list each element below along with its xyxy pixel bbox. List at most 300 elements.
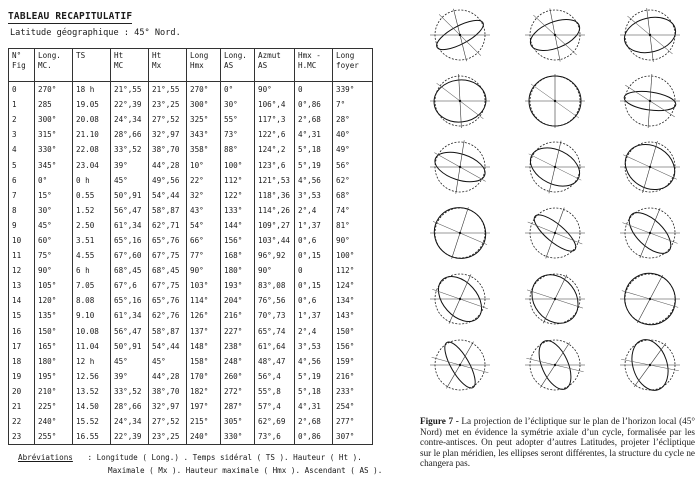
table-cell: 168° [221, 248, 255, 263]
table-cell: 210° [35, 384, 73, 399]
table-cell: 4°,31 [295, 399, 333, 414]
table-cell: 33°,52 [111, 142, 149, 157]
ellipse-projection-figure [420, 72, 500, 138]
table-cell: 68° [333, 188, 373, 203]
table-cell: 21°,55 [149, 82, 187, 98]
table-cell: 103°,44 [255, 233, 295, 248]
table-cell: 60° [35, 233, 73, 248]
table-cell: 112° [221, 173, 255, 188]
table-cell: 272° [221, 384, 255, 399]
table-cell: 305° [221, 414, 255, 429]
table-cell: 9.10 [73, 308, 111, 323]
table-cell: 5°,18 [295, 142, 333, 157]
table-cell: 16 [9, 324, 35, 339]
table-cell: 11 [9, 248, 35, 263]
table-cell: 118°,36 [255, 188, 295, 203]
table-cell: 148° [187, 339, 221, 354]
table-cell: 4.55 [73, 248, 111, 263]
table-cell: 0° [35, 173, 73, 188]
table-cell: 143° [333, 308, 373, 323]
table-cell: 4 [9, 142, 35, 157]
table-cell: 65°,16 [111, 293, 149, 308]
table-cell: 204° [221, 293, 255, 308]
table-row [9, 308, 373, 323]
table-cell: 8.08 [73, 293, 111, 308]
table-cell: 33°,52 [111, 384, 149, 399]
recap-table-panel [8, 4, 383, 483]
ecliptic-ellipse-drawing [610, 138, 690, 196]
table-cell: 44°,28 [149, 369, 187, 384]
ellipse-figures-grid [420, 4, 695, 404]
table-cell: 150° [35, 324, 73, 339]
table-row [9, 218, 373, 233]
table-cell: 287° [221, 399, 255, 414]
table-cell: 135° [35, 308, 73, 323]
table-cell: 23.04 [73, 157, 111, 172]
table-cell: 62°,71 [149, 218, 187, 233]
table-cell: 70°,73 [255, 308, 295, 323]
table-cell: 6 h [73, 263, 111, 278]
table-cell: 88° [221, 142, 255, 157]
table-cell: 39° [111, 157, 149, 172]
table-cell: 182° [187, 384, 221, 399]
table-cell: 180° [221, 263, 255, 278]
table-cell: 1 [9, 97, 35, 112]
table-cell: 19 [9, 369, 35, 384]
ecliptic-ellipse-drawing [610, 336, 690, 394]
table-cell: 0°,6 [295, 233, 333, 248]
table-cell: 48°,47 [255, 354, 295, 369]
table-cell: 76°,56 [255, 293, 295, 308]
table-cell: 56°,47 [111, 203, 149, 218]
ecliptic-ellipse-drawing [515, 270, 595, 328]
table-cell: 15° [35, 188, 73, 203]
table-cell: 23 [9, 429, 35, 445]
column-header: Long Hmx [187, 49, 221, 82]
ecliptic-ellipse-drawing [610, 270, 690, 328]
table-cell: 55° [221, 112, 255, 127]
ecliptic-ellipse-drawing [515, 6, 595, 64]
latitude-line: Latitude géographique : 45° Nord. [10, 28, 181, 38]
table-cell: 248° [221, 354, 255, 369]
table-cell: 28° [333, 112, 373, 127]
table-row [9, 112, 373, 127]
table-row [9, 324, 373, 339]
table-cell: 2.50 [73, 218, 111, 233]
table-cell: 65°,74 [255, 324, 295, 339]
table-cell: 330° [221, 429, 255, 445]
table-cell: 122° [221, 188, 255, 203]
ecliptic-ellipse-drawing [610, 204, 690, 262]
table-cell: 3°,53 [295, 188, 333, 203]
table-cell: 225° [35, 399, 73, 414]
table-body [9, 82, 373, 445]
ellipse-projection-figure [420, 270, 500, 336]
table-cell: 58°,87 [149, 324, 187, 339]
ecliptic-ellipse-drawing [515, 138, 595, 196]
table-cell: 20.08 [73, 112, 111, 127]
table-cell: 22 [9, 414, 35, 429]
table-cell: 238° [221, 339, 255, 354]
table-cell: 49° [333, 142, 373, 157]
table-cell: 117°,3 [255, 112, 295, 127]
table-header-row [9, 49, 373, 82]
table-cell: 103° [187, 278, 221, 293]
table-cell: 2 [9, 112, 35, 127]
table-cell: 90° [255, 263, 295, 278]
table-row [9, 399, 373, 414]
ecliptic-ellipse-drawing [610, 6, 690, 64]
table-cell: 32°,97 [149, 127, 187, 142]
table-cell: 21 [9, 399, 35, 414]
table-cell: 2°,4 [295, 203, 333, 218]
table-cell: 30° [221, 97, 255, 112]
table-cell: 133° [221, 203, 255, 218]
caption-label: Figure 7 - [420, 416, 459, 426]
table-cell: 315° [35, 127, 73, 142]
table-cell: 123°,6 [255, 157, 295, 172]
table-cell: 358° [187, 142, 221, 157]
ecliptic-ellipse-drawing [420, 270, 500, 328]
table-cell: 45° [149, 354, 187, 369]
table-cell: 32°,97 [149, 399, 187, 414]
table-cell: 27°,52 [149, 112, 187, 127]
table-cell: 3.51 [73, 233, 111, 248]
table-cell: 67°,75 [149, 248, 187, 263]
table-cell: 23°,25 [149, 97, 187, 112]
table-cell: 134° [333, 293, 373, 308]
table-cell: 43° [187, 203, 221, 218]
ecliptic-ellipse-drawing [420, 336, 500, 394]
table-cell: 156° [221, 233, 255, 248]
table-cell: 114° [187, 293, 221, 308]
table-cell: 68°,45 [149, 263, 187, 278]
table-cell: 56° [333, 157, 373, 172]
table-cell: 0.55 [73, 188, 111, 203]
recap-table [8, 48, 373, 445]
table-cell: 61°,64 [255, 339, 295, 354]
table-row [9, 248, 373, 263]
ecliptic-ellipse-drawing [515, 336, 595, 394]
table-cell: 255° [35, 429, 73, 445]
ellipse-projection-figure [515, 270, 595, 336]
table-cell: 66° [187, 233, 221, 248]
table-cell: 240° [35, 414, 73, 429]
table-cell: 67°,75 [149, 278, 187, 293]
table-cell: 90° [187, 263, 221, 278]
table-cell: 1°,37 [295, 218, 333, 233]
table-cell: 300° [187, 97, 221, 112]
table-cell: 12 [9, 263, 35, 278]
table-cell: 233° [333, 384, 373, 399]
ecliptic-ellipse-drawing [420, 72, 500, 130]
table-cell: 3°,53 [295, 339, 333, 354]
table-cell: 270° [35, 82, 73, 98]
table-cell: 73° [221, 127, 255, 142]
table-cell: 96°,92 [255, 248, 295, 263]
table-row [9, 97, 373, 112]
table-cell: 56°,4 [255, 369, 295, 384]
table-cell: 55°,8 [255, 384, 295, 399]
table-row [9, 278, 373, 293]
table-cell: 0 [295, 82, 333, 98]
table-cell: 18 h [73, 82, 111, 98]
table-cell: 1°,37 [295, 308, 333, 323]
table-row [9, 293, 373, 308]
table-cell: 330° [35, 142, 73, 157]
ecliptic-ellipse-drawing [420, 204, 500, 262]
ecliptic-ellipse-drawing [610, 72, 690, 130]
table-cell: 30° [35, 203, 73, 218]
table-cell: 345° [35, 157, 73, 172]
table-row [9, 127, 373, 142]
table-cell: 54°,44 [149, 188, 187, 203]
table-cell: 13 [9, 278, 35, 293]
abbreviations-note [18, 451, 383, 477]
table-cell: 197° [187, 399, 221, 414]
table-cell: 165° [35, 339, 73, 354]
table-row [9, 188, 373, 203]
table-cell: 24°,34 [111, 414, 149, 429]
column-header: Ht MC [111, 49, 149, 82]
table-cell: 73°,6 [255, 429, 295, 445]
ellipse-projection-figure [515, 204, 595, 270]
table-cell: 7° [333, 97, 373, 112]
table-cell: 90° [333, 233, 373, 248]
table-cell: 137° [187, 324, 221, 339]
table-title: TABLEAU RECAPITULATIF [8, 11, 133, 22]
table-cell: 58°,87 [149, 203, 187, 218]
table-cell: 54°,44 [149, 339, 187, 354]
table-cell: 260° [221, 369, 255, 384]
table-row [9, 384, 373, 399]
table-cell: 38°,70 [149, 142, 187, 157]
table-cell: 105° [35, 278, 73, 293]
table-cell: 74° [333, 203, 373, 218]
table-cell: 2°,68 [295, 414, 333, 429]
table-cell: 3 [9, 127, 35, 142]
table-cell: 121°,53 [255, 173, 295, 188]
table-cell: 75° [35, 248, 73, 263]
abbreviations-line-2: Maximale ( Mx ). Hauteur maximale ( Hmx ). Ascendant ( AS ). [108, 466, 383, 475]
table-cell: 21.10 [73, 127, 111, 142]
table-cell: 50°,91 [111, 339, 149, 354]
caption-text: La projection de l’écliptique sur le plan de l’horizon local (45° Nord) met en évidence la symétrie axiale d’un cycle, formalisée par les contre-antisces. On peut adopter d’autres Latitudes, projeter l’écliptique sur le plan méridien, les ellipses seront différentes, la structure du cycle ne changera pas. [420, 416, 695, 469]
table-cell: 120° [35, 293, 73, 308]
table-cell: 62°,69 [255, 414, 295, 429]
ecliptic-ellipse-drawing [420, 138, 500, 196]
table-row [9, 82, 373, 98]
table-row [9, 414, 373, 429]
ellipse-projection-figure [515, 72, 595, 138]
table-cell: 10° [187, 157, 221, 172]
ellipse-projection-figure [515, 138, 595, 204]
table-cell: 19.05 [73, 97, 111, 112]
table-cell: 195° [35, 369, 73, 384]
column-header: Long foyer [333, 49, 373, 82]
table-cell: 126° [187, 308, 221, 323]
ecliptic-ellipse-drawing [515, 204, 595, 262]
table-cell: 28°,66 [111, 127, 149, 142]
table-cell: 57°,4 [255, 399, 295, 414]
table-row [9, 339, 373, 354]
table-cell: 22° [187, 173, 221, 188]
table-cell: 1.52 [73, 203, 111, 218]
table-cell: 122°,6 [255, 127, 295, 142]
table-cell: 61°,34 [111, 218, 149, 233]
table-cell: 300° [35, 112, 73, 127]
ellipse-projection-figure [610, 6, 690, 72]
table-cell: 0°,15 [295, 248, 333, 263]
table-cell: 106°,4 [255, 97, 295, 112]
table-cell: 5°,19 [295, 157, 333, 172]
table-cell: 81° [333, 218, 373, 233]
ellipse-projection-figure [420, 204, 500, 270]
table-cell: 9 [9, 218, 35, 233]
table-cell: 0°,86 [295, 429, 333, 445]
table-cell: 325° [187, 112, 221, 127]
table-cell: 15 [9, 308, 35, 323]
table-cell: 0 h [73, 173, 111, 188]
abbreviations-label: Abréviations [18, 453, 73, 462]
table-cell: 40° [333, 127, 373, 142]
ecliptic-ellipse-drawing [420, 6, 500, 64]
table-cell: 8 [9, 203, 35, 218]
table-cell: 5°,18 [295, 384, 333, 399]
table-cell: 28°,66 [111, 399, 149, 414]
table-row [9, 369, 373, 384]
table-cell: 10 [9, 233, 35, 248]
table-cell: 180° [35, 354, 73, 369]
table-cell: 56°,47 [111, 324, 149, 339]
table-cell: 67°,60 [111, 248, 149, 263]
table-cell: 124° [333, 278, 373, 293]
table-cell: 12.56 [73, 369, 111, 384]
table-row [9, 354, 373, 369]
table-cell: 61°,34 [111, 308, 149, 323]
table-cell: 32° [187, 188, 221, 203]
table-cell: 109°,27 [255, 218, 295, 233]
table-row [9, 233, 373, 248]
table-cell: 90° [35, 263, 73, 278]
table-cell: 112° [333, 263, 373, 278]
column-header: N° Fig [9, 49, 35, 82]
ecliptic-ellipse-drawing [515, 72, 595, 130]
table-cell: 240° [187, 429, 221, 445]
column-header: Ht Mx [149, 49, 187, 82]
table-cell: 193° [221, 278, 255, 293]
ellipse-projection-figure [420, 6, 500, 72]
table-cell: 100° [333, 248, 373, 263]
column-header: TS [73, 49, 111, 82]
table-cell: 45° [111, 173, 149, 188]
table-row [9, 263, 373, 278]
table-cell: 39° [111, 369, 149, 384]
table-cell: 2°,4 [295, 324, 333, 339]
table-cell: 62°,76 [149, 308, 187, 323]
table-cell: 21°,55 [111, 82, 149, 98]
table-cell: 20 [9, 384, 35, 399]
table-cell: 22.08 [73, 142, 111, 157]
ellipse-projection-figure [610, 72, 690, 138]
table-cell: 67°,6 [111, 278, 149, 293]
ellipse-projection-figure [515, 336, 595, 402]
table-cell: 24°,34 [111, 112, 149, 127]
table-cell: 62° [333, 173, 373, 188]
table-cell: 22°,39 [111, 429, 149, 445]
column-header: Azmut AS [255, 49, 295, 82]
table-cell: 5°,19 [295, 369, 333, 384]
table-cell: 50°,91 [111, 188, 149, 203]
table-cell: 343° [187, 127, 221, 142]
ellipse-projection-figure [610, 336, 690, 402]
table-cell: 65°,76 [149, 233, 187, 248]
table-cell: 17 [9, 339, 35, 354]
table-cell: 23°,25 [149, 429, 187, 445]
table-cell: 16.55 [73, 429, 111, 445]
table-cell: 27°,52 [149, 414, 187, 429]
table-cell: 11.04 [73, 339, 111, 354]
table-cell: 158° [187, 354, 221, 369]
table-cell: 4°,56 [295, 173, 333, 188]
table-cell: 18 [9, 354, 35, 369]
table-cell: 68°,45 [111, 263, 149, 278]
figure-panel [420, 4, 695, 484]
table-cell: 4°,56 [295, 354, 333, 369]
table-cell: 83°,08 [255, 278, 295, 293]
column-header: Long. AS [221, 49, 255, 82]
table-cell: 307° [333, 429, 373, 445]
table-cell: 10.08 [73, 324, 111, 339]
table-cell: 270° [187, 82, 221, 98]
table-cell: 22°,39 [111, 97, 149, 112]
table-cell: 216° [333, 369, 373, 384]
table-cell: 90° [255, 82, 295, 98]
table-cell: 7 [9, 188, 35, 203]
table-cell: 0 [9, 82, 35, 98]
table-cell: 49°,56 [149, 173, 187, 188]
table-cell: 45° [35, 218, 73, 233]
table-cell: 15.52 [73, 414, 111, 429]
table-cell: 44°,28 [149, 157, 187, 172]
table-cell: 4°,31 [295, 127, 333, 142]
table-cell: 150° [333, 324, 373, 339]
table-cell: 12 h [73, 354, 111, 369]
table-cell: 285 [35, 97, 73, 112]
table-cell: 65°,76 [149, 293, 187, 308]
table-cell: 216° [221, 308, 255, 323]
table-cell: 227° [221, 324, 255, 339]
table-cell: 65°,16 [111, 233, 149, 248]
column-header: Long. MC. [35, 49, 73, 82]
figure-caption [420, 416, 695, 469]
table-cell: 156° [333, 339, 373, 354]
column-header: Hmx - H.MC [295, 49, 333, 82]
ellipse-projection-figure [610, 270, 690, 336]
table-cell: 254° [333, 399, 373, 414]
table-cell: 339° [333, 82, 373, 98]
table-cell: 170° [187, 369, 221, 384]
table-row [9, 203, 373, 218]
table-cell: 14 [9, 293, 35, 308]
table-cell: 215° [187, 414, 221, 429]
table-cell: 54° [187, 218, 221, 233]
table-cell: 13.52 [73, 384, 111, 399]
table-row [9, 157, 373, 172]
abbreviations-line-1: : Longitude ( Long.) . Temps sidéral ( TS ). Hauteur ( Ht ). [87, 453, 362, 462]
table-cell: 2°,68 [295, 112, 333, 127]
table-row [9, 429, 373, 445]
